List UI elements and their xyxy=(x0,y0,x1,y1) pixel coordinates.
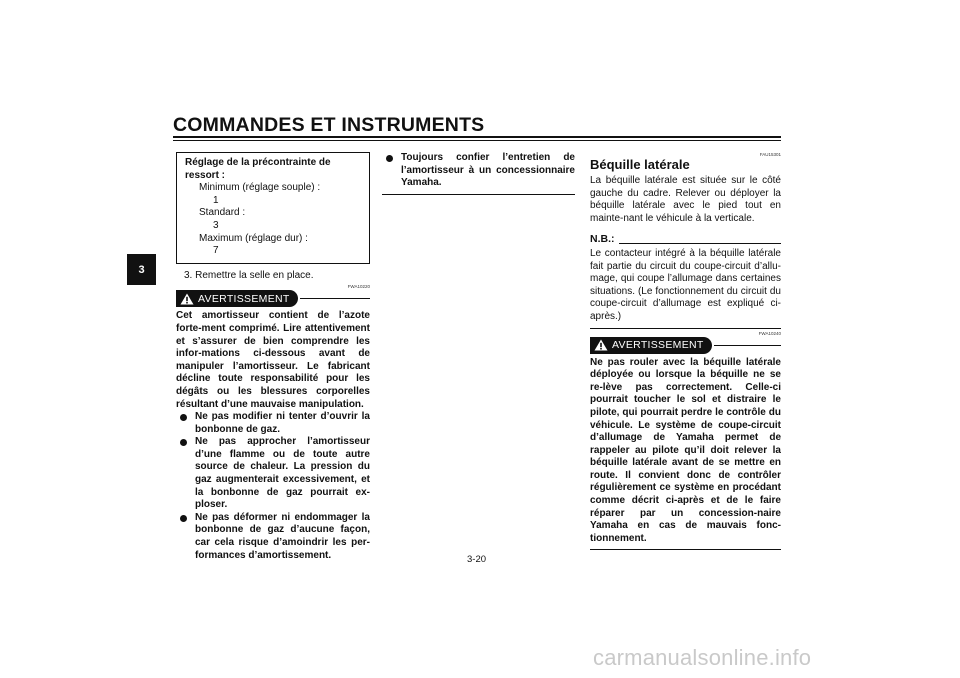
bullet-dot-icon xyxy=(180,439,187,446)
bullet-item xyxy=(176,436,370,512)
warning-label: AVERTISSEMENT xyxy=(612,338,704,351)
nb-end-rule xyxy=(590,328,781,329)
warning-end-rule xyxy=(590,549,781,550)
spec-min-value: 1 xyxy=(213,194,219,206)
nb-text: Le contacteur intégré à la béquille latérale fait partie du circuit du coupe-circuit d’allu-mage, qui coupe l’allumage dans certaines situations. (Le fonctionnement du circuit du coupe-circuit d’allumage est expliqué ci-après.) xyxy=(590,247,781,322)
warning-rule xyxy=(714,345,781,346)
nb-label: N.B.: xyxy=(590,233,615,246)
spec-std-value: 3 xyxy=(213,219,219,231)
bullet-dot-icon xyxy=(180,414,187,421)
warning-badge xyxy=(176,290,298,307)
spec-title: Réglage de la précontrainte de ressort : xyxy=(185,157,331,181)
bullet-dot-icon xyxy=(180,515,187,522)
warning-badge xyxy=(590,337,712,354)
warning-end-rule xyxy=(382,194,575,195)
spec-std-label: Standard : xyxy=(199,207,246,219)
nb-rule xyxy=(619,243,782,244)
warning-header xyxy=(176,290,370,307)
column-middle xyxy=(382,152,575,195)
bullet-text: Ne pas approcher l’amortisseur d’une flamme ou de toute autre source de chaleur. La pression du gaz augmenterait excessivement, et la bonbonne de gaz pourrait ex-ploser. xyxy=(195,436,370,511)
section-title: Béquille latérale xyxy=(590,157,690,172)
title-rule xyxy=(173,136,781,138)
warning-ref-code: FWA10240 xyxy=(758,330,781,336)
bullet-text: Ne pas modifier ni tenter d’ouvrir la bonbonne de gaz. xyxy=(195,411,370,435)
page-number: 3-20 xyxy=(467,554,487,565)
title-rule-thin xyxy=(173,140,781,141)
warning-ref-code: FWA10220 xyxy=(347,284,370,290)
watermark: carmanualsonline.info xyxy=(593,645,812,670)
warning-triangle-icon xyxy=(594,339,608,351)
column-left xyxy=(176,152,370,562)
spec-min-label: Minimum (réglage souple) : xyxy=(199,182,321,194)
bullet-text: Toujours confier l’entretien de l’amortisseur à un concessionnaire Yamaha. xyxy=(401,152,575,189)
spec-max-label: Maximum (réglage dur) : xyxy=(199,232,308,244)
spec-box xyxy=(176,152,370,264)
warning-header xyxy=(590,337,781,354)
column-right xyxy=(590,152,781,550)
section-intro: La béquille latérale est située sur le côté gauche du cadre. Relever ou déployer la béquille latérale avec le pied tout en mainte-nant le véhicule à la verticale. xyxy=(590,175,781,224)
warning-text: Ne pas rouler avec la béquille latérale déployée ou lorsque la béquille ne se re-lève pas correctement. Celle-ci pourrait toucher le sol et distraire le pilote, qui pourrait perdre le contrôle du véhicule. Le système de coupe-circuit d’allumage de Yamaha permet de rappeler au pilote qu’il doit relever la béquille latérale avant de se mettre en route. Il convient donc de contrôler régulièrement ce système en procédant comme décrit ci-après et de le faire réparer par un concession-naire Yamaha en cas de mauvais fonc-tionnement. xyxy=(590,356,781,544)
warning-triangle-icon xyxy=(180,293,194,305)
warning-text: Cet amortisseur contient de l’azote forte-ment comprimé. Lire attentivement et s’assurer de bien comprendre les infor-mations ci-dessous avant de manipuler l’amortisseur. Le fabricant décline toute responsabilité pour les dégâts ou les blessures corporelles résultant d’une mauvaise manipulation. xyxy=(176,310,370,410)
bullet-item xyxy=(382,152,575,190)
nb-header xyxy=(590,233,781,246)
spec-max-value: 7 xyxy=(213,245,219,257)
bullet-item xyxy=(176,512,370,562)
warning-rule xyxy=(300,298,370,299)
bullet-item xyxy=(176,411,370,436)
chapter-tab: 3 xyxy=(127,254,156,285)
page-title: COMMANDES ET INSTRUMENTS xyxy=(173,114,485,136)
step-3: 3. Remettre la selle en place. xyxy=(184,269,314,281)
bullet-text: Ne pas déformer ni endommager la bonbonne de gaz d’aucune façon, car cela risque d’amoindrir les per-formances d’amortissement. xyxy=(195,511,370,561)
section-ref-code: FAU15301 xyxy=(759,152,781,157)
warning-label: AVERTISSEMENT xyxy=(198,292,290,305)
bullet-dot-icon xyxy=(386,155,393,162)
